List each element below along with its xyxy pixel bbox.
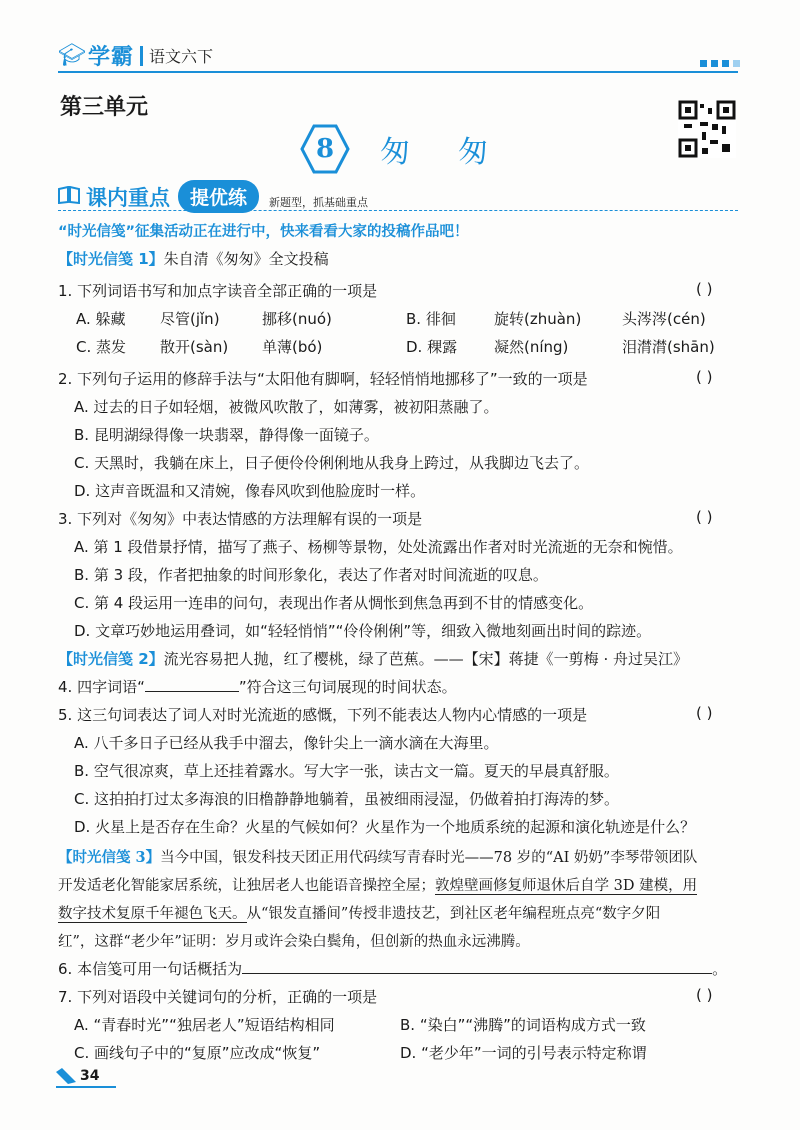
page-number: 34 [80, 1068, 100, 1084]
question-7-option-b: B. “染白”“沸腾”的词语构成方式一致 [400, 1016, 646, 1034]
question-6-stem: 6. 本信笺可用一句话概括为 [58, 960, 243, 978]
option-d-word-3: 泪潸潸(shān) [622, 338, 715, 356]
question-5-option-a: A. 八千多日子已经从我手中溜去，像针尖上一滴水滴在大海里。 [74, 734, 499, 752]
section-pill: 提优练 [178, 180, 259, 213]
answer-paren[interactable]: ( ) [696, 508, 713, 526]
option-d-word-2: 凝然(níng) [494, 338, 569, 356]
option-a: A. 躲藏 [76, 310, 126, 328]
brand-logo [58, 40, 213, 71]
question-7-option-d: D. “老少年”一词的引号表示特定称谓 [400, 1044, 647, 1062]
option-c: C. 蒸发 [76, 338, 127, 356]
question-5-option-c: C. 这拍拍打过太多海浪的旧橹静静地躺着，虽被细雨浸湿，仍做着拍打海涛的梦。 [74, 790, 620, 808]
question-2-option-d: D. 这声音既温和又清婉，像春风吹到他脸庞时一样。 [74, 482, 426, 500]
answer-blank[interactable] [242, 959, 712, 974]
question-5-stem: 5. 这三句词表达了词人对时光流逝的感慨，下列不能表达人物内心情感的一项是 [58, 706, 588, 724]
question-7-stem: 7. 下列对语段中关键词句的分析，正确的一项是 [58, 988, 378, 1006]
question-3-stem: 3. 下列对《匆匆》中表达情感的方法理解有误的一项是 [58, 510, 423, 528]
question-4-before: 4. 四字词语“ [58, 678, 145, 696]
answer-paren[interactable]: ( ) [696, 704, 713, 722]
letter-3-line-4: 红”，这群“老少年”证明：岁月或许会染白鬓角，但创新的热血永远沸腾。 [58, 934, 530, 950]
question-5-option-d: D. 火星上是否存在生命？火星的气候如何？火星作为一个地质系统的起源和演化轨迹是什么？ [74, 818, 696, 836]
question-6 [58, 958, 727, 979]
letter-text: 流光容易把人抛，红了樱桃，绿了芭蕉。——【宋】蒋捷《一剪梅 · 舟过吴江》 [163, 650, 688, 668]
lesson-number: 8 [315, 134, 335, 164]
question-5-option-b: B. 空气很凉爽，草上还挂着露水。写大字一张，读古文一篇。夏天的早晨真舒服。 [74, 762, 619, 780]
section-label: 课内重点 [86, 185, 170, 210]
question-7-option-a: A. “青春时光”“独居老人”短语结构相同 [74, 1016, 335, 1034]
question-3-option-a: A. 第 1 段借景抒情，描写了燕子、杨柳等景物，处处流露出作者对时光流逝的无奈和惋惜。 [74, 538, 683, 556]
letter-text: 从“银发直播间”传授非遗技艺，到社区老年编程班点亮“数字夕阳 [246, 906, 661, 922]
letter-tag: 【时光信笺 2】 [58, 650, 164, 668]
question-3-option-c: C. 第 4 段运用一连串的问句，表现出作者从惆怅到焦急再到不甘的情感变化。 [74, 594, 594, 612]
option-b-word-3: 头涔涔(cén) [622, 310, 706, 328]
graduation-cap-icon: 🎓︎ [58, 43, 86, 68]
letter-3-line-2 [58, 874, 697, 895]
question-4-after: ”符合这三句词展现的时间状态。 [238, 678, 457, 696]
question-1-stem: 1. 下列词语书写和加点字读音全部正确的一项是 [58, 282, 378, 300]
page-corner-icon [56, 1068, 76, 1088]
footer-rule [56, 1086, 116, 1088]
answer-paren[interactable]: ( ) [696, 280, 713, 298]
question-3-option-d: D. 文章巧妙地运用叠词，如“轻轻悄悄”“伶伶俐俐”等，细致入微地刻画出时间的踪迹。 [74, 622, 652, 640]
letter-3-line-3 [58, 902, 660, 923]
section-banner [58, 180, 368, 213]
unit-title: 第三单元 [60, 94, 149, 120]
question-7-option-c: C. 画线句子中的“复原”应改成“恢复” [74, 1044, 321, 1062]
letter-text: 当今中国，银发科技天团正用代码续写青春时光——78 岁的“AI 奶奶”李琴带领团队 [160, 850, 698, 866]
letter-text: 开发适老化智能家居系统，让独居老人也能语音操控全屋； [58, 878, 435, 894]
question-4 [58, 676, 457, 697]
question-3-option-b: B. 第 3 段，作者把抽象的时间形象化，表达了作者对时间流逝的叹息。 [74, 566, 548, 584]
answer-paren[interactable]: ( ) [696, 986, 713, 1004]
qr-code-icon[interactable] [678, 100, 736, 158]
question-2-stem: 2. 下列句子运用的修辞手法与“太阳他有脚啊，轻轻悄悄地挪移了”一致的一项是 [58, 370, 588, 388]
book-icon [58, 186, 80, 208]
question-2-option-b: B. 昆明湖绿得像一块翡翠，静得像一面镜子。 [74, 426, 379, 444]
lesson-heading [300, 124, 536, 174]
underlined-sentence: 敦煌壁画修复师退休后自学 3D 建模，用 [435, 878, 698, 894]
answer-blank[interactable] [145, 677, 239, 692]
brand-name: 学霸 [87, 45, 134, 70]
section-rule [58, 210, 738, 211]
letter-3-line-1 [58, 846, 697, 867]
question-2-option-c: C. 天黑时，我躺在床上，日子便伶伶俐俐地从我身上跨过，从我脚边飞去了。 [74, 454, 590, 472]
letter-tag: 【时光信笺 3】 [58, 849, 161, 866]
section-subtitle: 新题型，抓基础重点 [269, 195, 369, 209]
option-a-word-2: 尽管(jǐn) [160, 310, 220, 328]
lesson-number-badge [300, 124, 350, 174]
option-a-word-3: 挪移(nuó) [262, 310, 332, 328]
letter-tag: 【时光信笺 1】 [58, 250, 164, 268]
divider [140, 46, 143, 66]
book-title: 语文六下 [148, 47, 213, 66]
option-d: D. 稞露 [406, 338, 458, 356]
option-b: B. 徘徊 [406, 310, 456, 328]
option-c-word-2: 散开(sàn) [160, 338, 229, 356]
question-6-end: 。 [712, 960, 728, 978]
intro-text: “时光信笺”征集活动正在进行中，快来看看大家的投稿作品吧！ [58, 224, 469, 240]
letter-2 [58, 648, 688, 669]
letter-1 [58, 248, 329, 269]
underlined-sentence: 数字技术复原千年褪色飞天。 [58, 906, 247, 922]
lesson-title: 匆匆 [380, 135, 536, 170]
option-c-word-3: 单薄(bó) [262, 338, 323, 356]
answer-paren[interactable]: ( ) [696, 368, 713, 386]
letter-text: 朱自清《匆匆》全文投稿 [163, 250, 329, 268]
question-2-option-a: A. 过去的日子如轻烟，被微风吹散了，如薄雾，被初阳蒸融了。 [74, 398, 499, 416]
option-b-word-2: 旋转(zhuàn) [494, 310, 582, 328]
header-dots [700, 60, 740, 67]
header-rule [58, 71, 738, 73]
